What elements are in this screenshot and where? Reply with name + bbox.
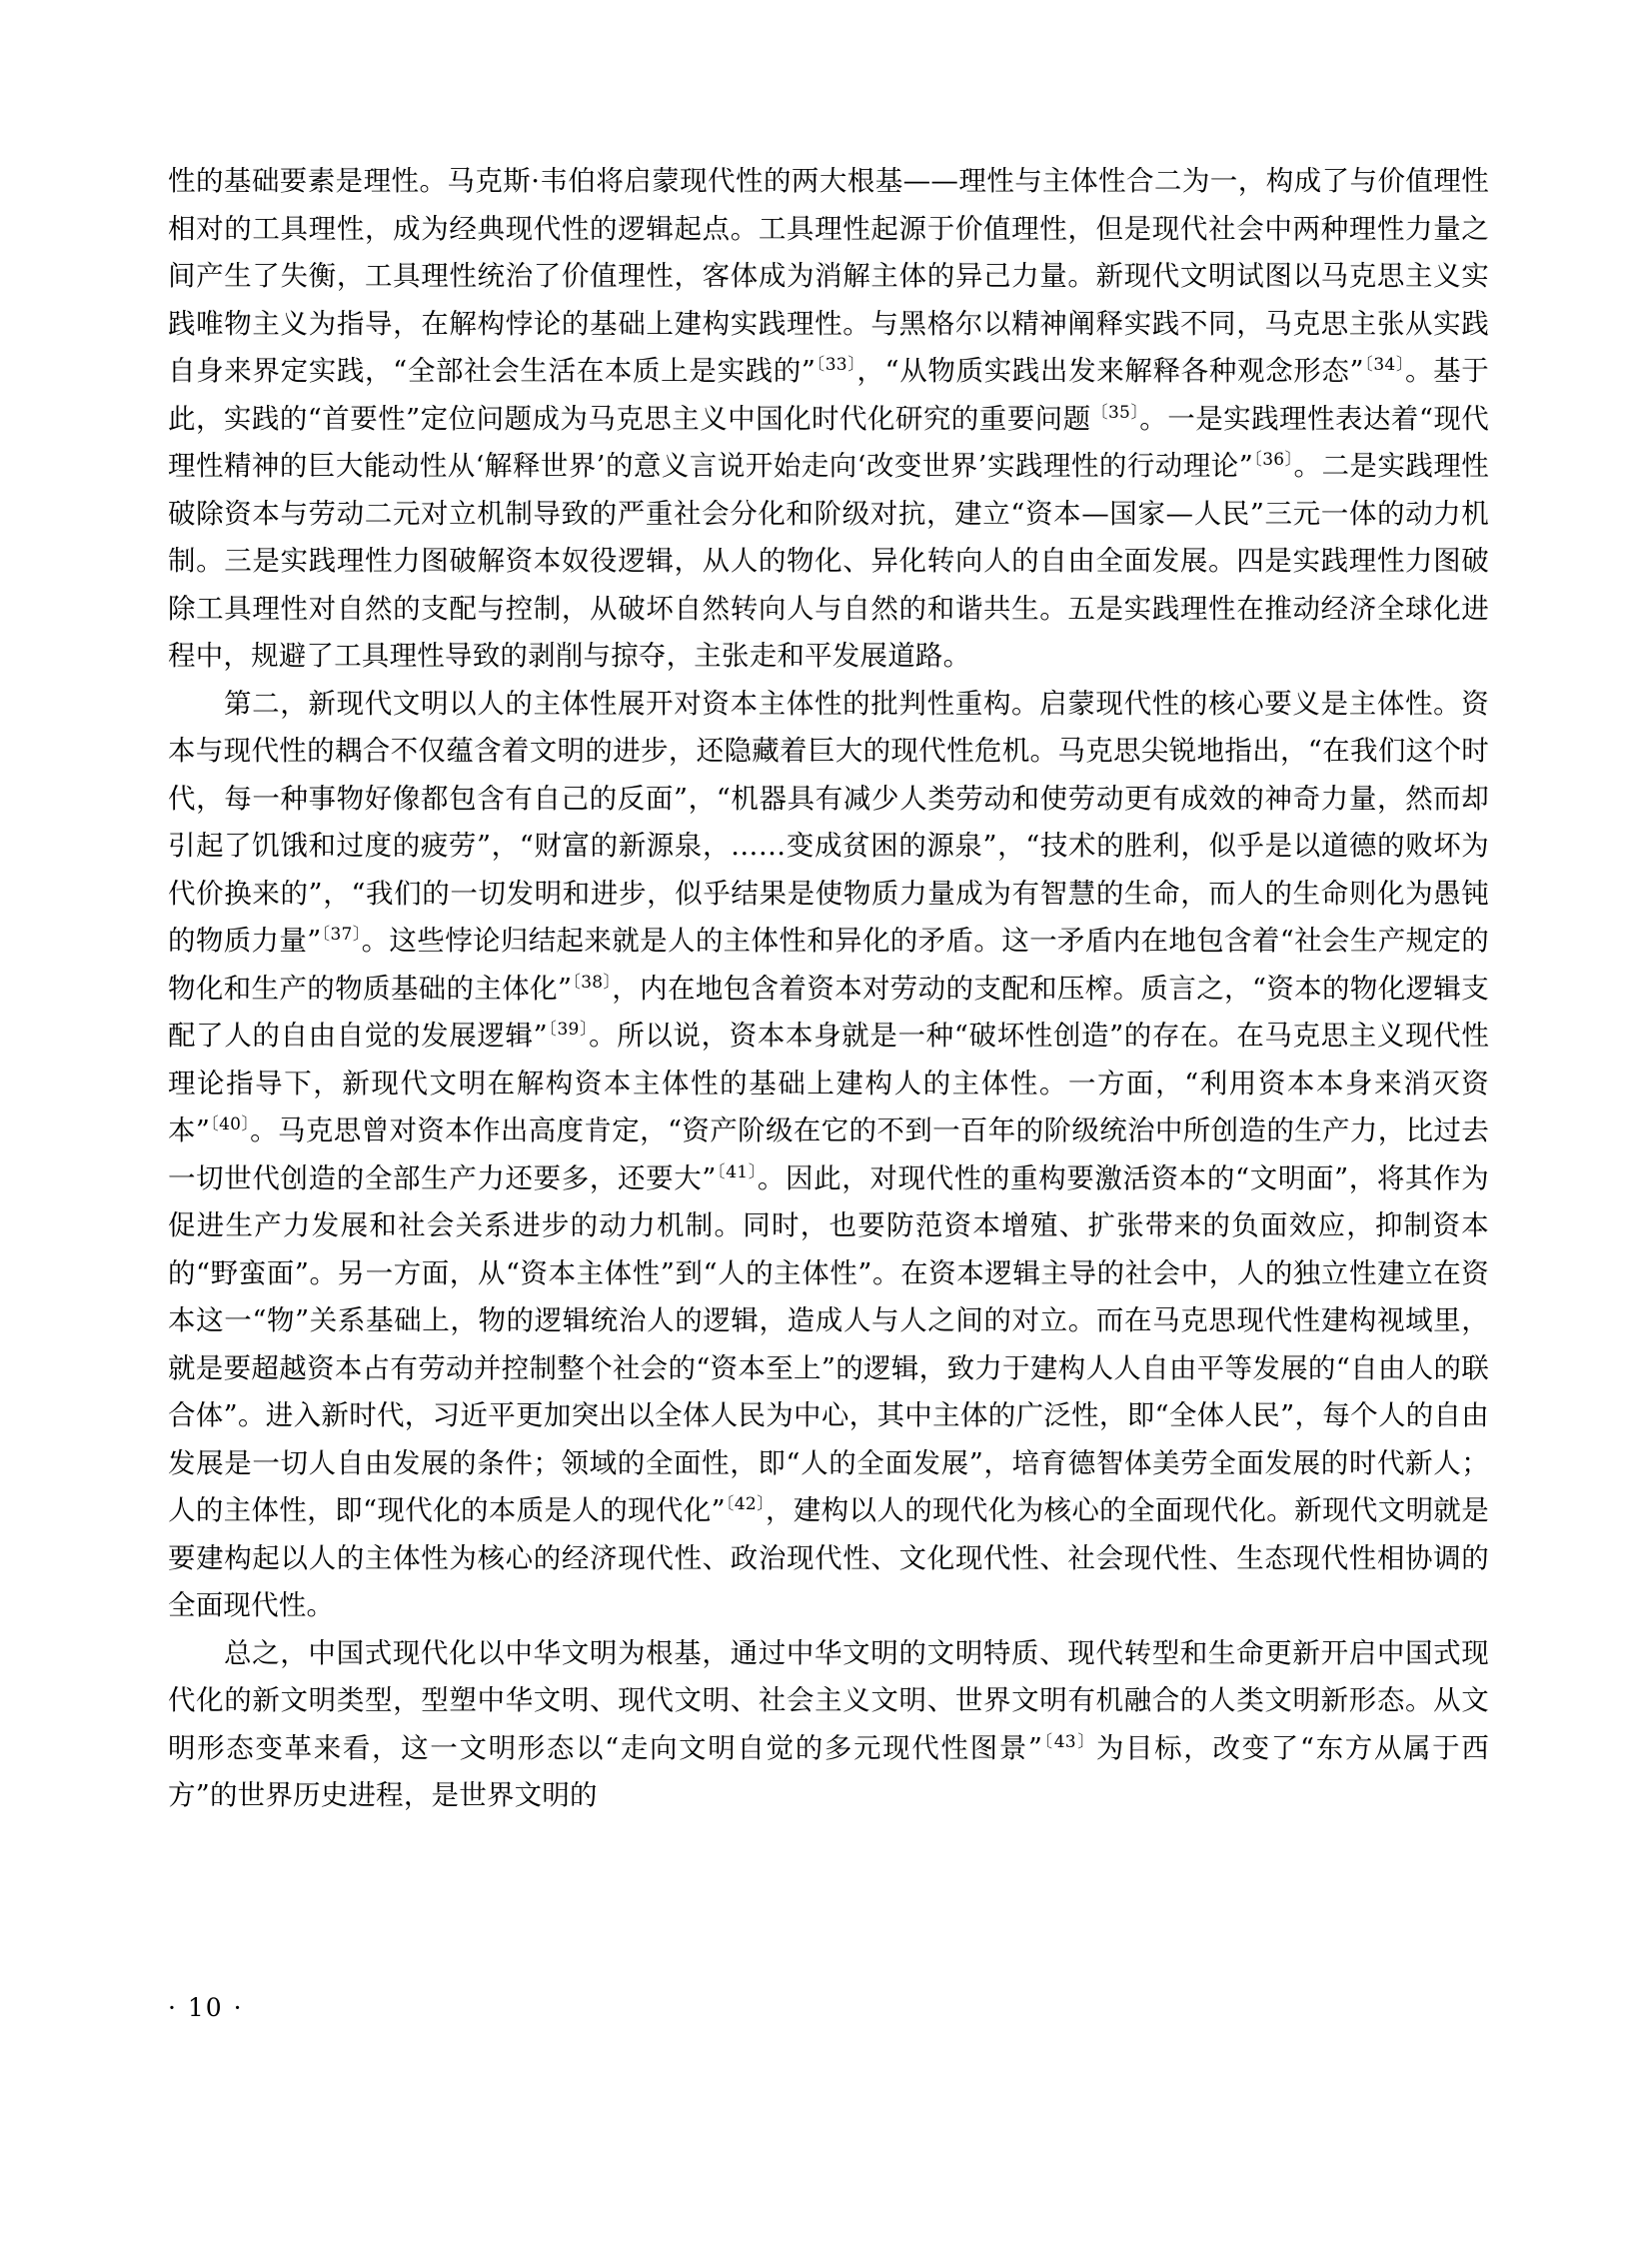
paragraph-2: 第二，新现代文明以人的主体性展开对资本主体性的批判性重构。启蒙现代性的核心要义是主体性。资本与现代性的耦合不仅蕴含着文明的进步，还隐藏着巨大的现代性危机。马克思尖锐地指出，“在我们这个时代，每一种事物好像都包含有自己的反面”，“机器具有减少人类劳动和使劳动更有成效的神奇力量，然而却引起了饥饿和过度的疲劳”，“财富的新源泉，……变成贫困的源泉”，“技术的胜利，似乎是以道德的败坏为代价换来的”，“我们的一切发明和进步，似乎结果是使物质力量成为有智慧的生命，而人的生命则化为愚钝的物质力量”$^{〔37〕}$。这些悖论归结起来就是人的主体性和异化的矛盾。这一矛盾内在地包含着“社会生产规定的物化和生产的物质基础的主体化”$^{〔38〕}$，内在地包含着资本对劳动的支配和压榨。质言之，“资本的物化逻辑支配了人的自由自觉的发展逻辑”$^{〔39〕}$。所以说，资本本身就是一种“破坏性创造”的存在。在马克思主义现代性理论指导下，新现代文明在解构资本主体性的基础上建构人的主体性。一方面，“利用资本本身来消灭资本”$^{〔40〕}$。马克思曾对资本作出高度肯定，“资产阶级在它的不到一百年的阶级统治中所创造的生产力，比过去一切世代创造的全部生产力还要多，还要大”$^{〔41〕}$。因此，对现代性的重构要激活资本的“文明面”，将其作为促进生产力发展和社会关系进步的动力机制。同时，也要防范资本增殖、扩张带来的负面效应，抑制资本的“野蛮面”。另一方面，从“资本主体性”到“人的主体性”。在资本逻辑主导的社会中，人的独立性建立在资本这一“物”关系基础上，物的逻辑统治人的逻辑，造成人与人之间的对立。而在马克思现代性建构视域里，就是要超越资本占有劳动并控制整个社会的“资本至上”的逻辑，致力于建构人人自由平等发展的“自由人的联合体”。进入新时代，习近平更加突出以全体人民为中心，其中主体的广泛性，即“全体人民”，每个人的自由发展是一切人自由发展的条件；领域的全面性，即“人的全面发展”，培育德智体美劳全面发展的时代新人；人的主体性，即“现代化的本质是人的现代化”$^{〔42〕}$，建构以人的现代化为核心的全面现代化。新现代文明就是要建构起以人的主体性为核心的经济现代性、政治现代性、文化现代性、社会现代性、生态现代性相协调的全面现代性。: [168, 687, 1490, 1621]
footnote-marker: 〔43〕: [1042, 1731, 1096, 1752]
paragraph-3: 总之，中国式现代化以中华文明为根基，通过中华文明的文明特质、现代转型和生命更新开启中国式现代化的新文明类型，型塑中华文明、现代文明、社会主义文明、世界文明有机融合的人类文明新形态。从文明形态变革来看，这一文明形态以“走向文明自觉的多元现代性图景”$^{〔43〕}$为目标，改变了“东方从属于西方”的世界历史进程，是世界文明的: [168, 1636, 1489, 1811]
footnote-marker: 〔35〕: [1090, 402, 1140, 423]
paragraph-1: 性的基础要素是理性。马克斯·韦伯将启蒙现代性的两大根基——理性与主体性合二为一，构成了与价值理性相对的工具理性，成为经典现代性的逻辑起点。工具理性起源于价值理性，但是现代社会中两种理性力量之间产生了失衡，工具理性统治了价值理性，客体成为消解主体的异己力量。新现代文明试图以马克思主义实践唯物主义为指导，在解构悖论的基础上建构实践理性。与黑格尔以精神阐释实践不同，马克思主张从实践自身来界定实践，“全部社会生活在本质上是实践的”$^{〔33〕}$，“从物质实践出发来解释各种观念形态”$^{〔34〕}$。基于此，实践的“首要性”定位问题成为马克思主义中国化时代化研究的重要问题$^{〔35〕}$。一是实践理性表达着“现代理性精神的巨大能动性从‘解释世界’的意义言说开始走向‘改变世界’实践理性的行动理论”$^{〔36〕}$。二是实践理性破除资本与劳动二元对立机制导致的严重社会分化和阶级对抗，建立“资本—国家—人民”三元一体的动力机制。三是实践理性力图破解资本奴役逻辑，从人的物化、异化转向人的自由全面发展。四是实践理性力图破除工具理性对自然的支配与控制，从破坏自然转向人与自然的和谐共生。五是实践理性在推动经济全球化进程中，规避了工具理性导致的剥削与掠夺，主张走和平发展道路。: [168, 165, 1490, 672]
footnote-marker: 〔38〕: [572, 972, 613, 993]
body-text-column: [168, 158, 1489, 1820]
footnote-marker: 〔41〕: [716, 1161, 758, 1182]
footnote-marker: 〔34〕: [1363, 354, 1405, 375]
footnote-marker: 〔39〕: [547, 1019, 590, 1040]
footnote-marker: 〔42〕: [725, 1493, 766, 1514]
footnote-marker: 〔40〕: [210, 1114, 251, 1134]
footnote-marker: 〔36〕: [1252, 449, 1294, 470]
footnote-marker: 〔33〕: [816, 354, 857, 375]
page-number: · 10 ·: [168, 1993, 244, 2022]
footnote-marker: 〔37〕: [321, 924, 362, 945]
